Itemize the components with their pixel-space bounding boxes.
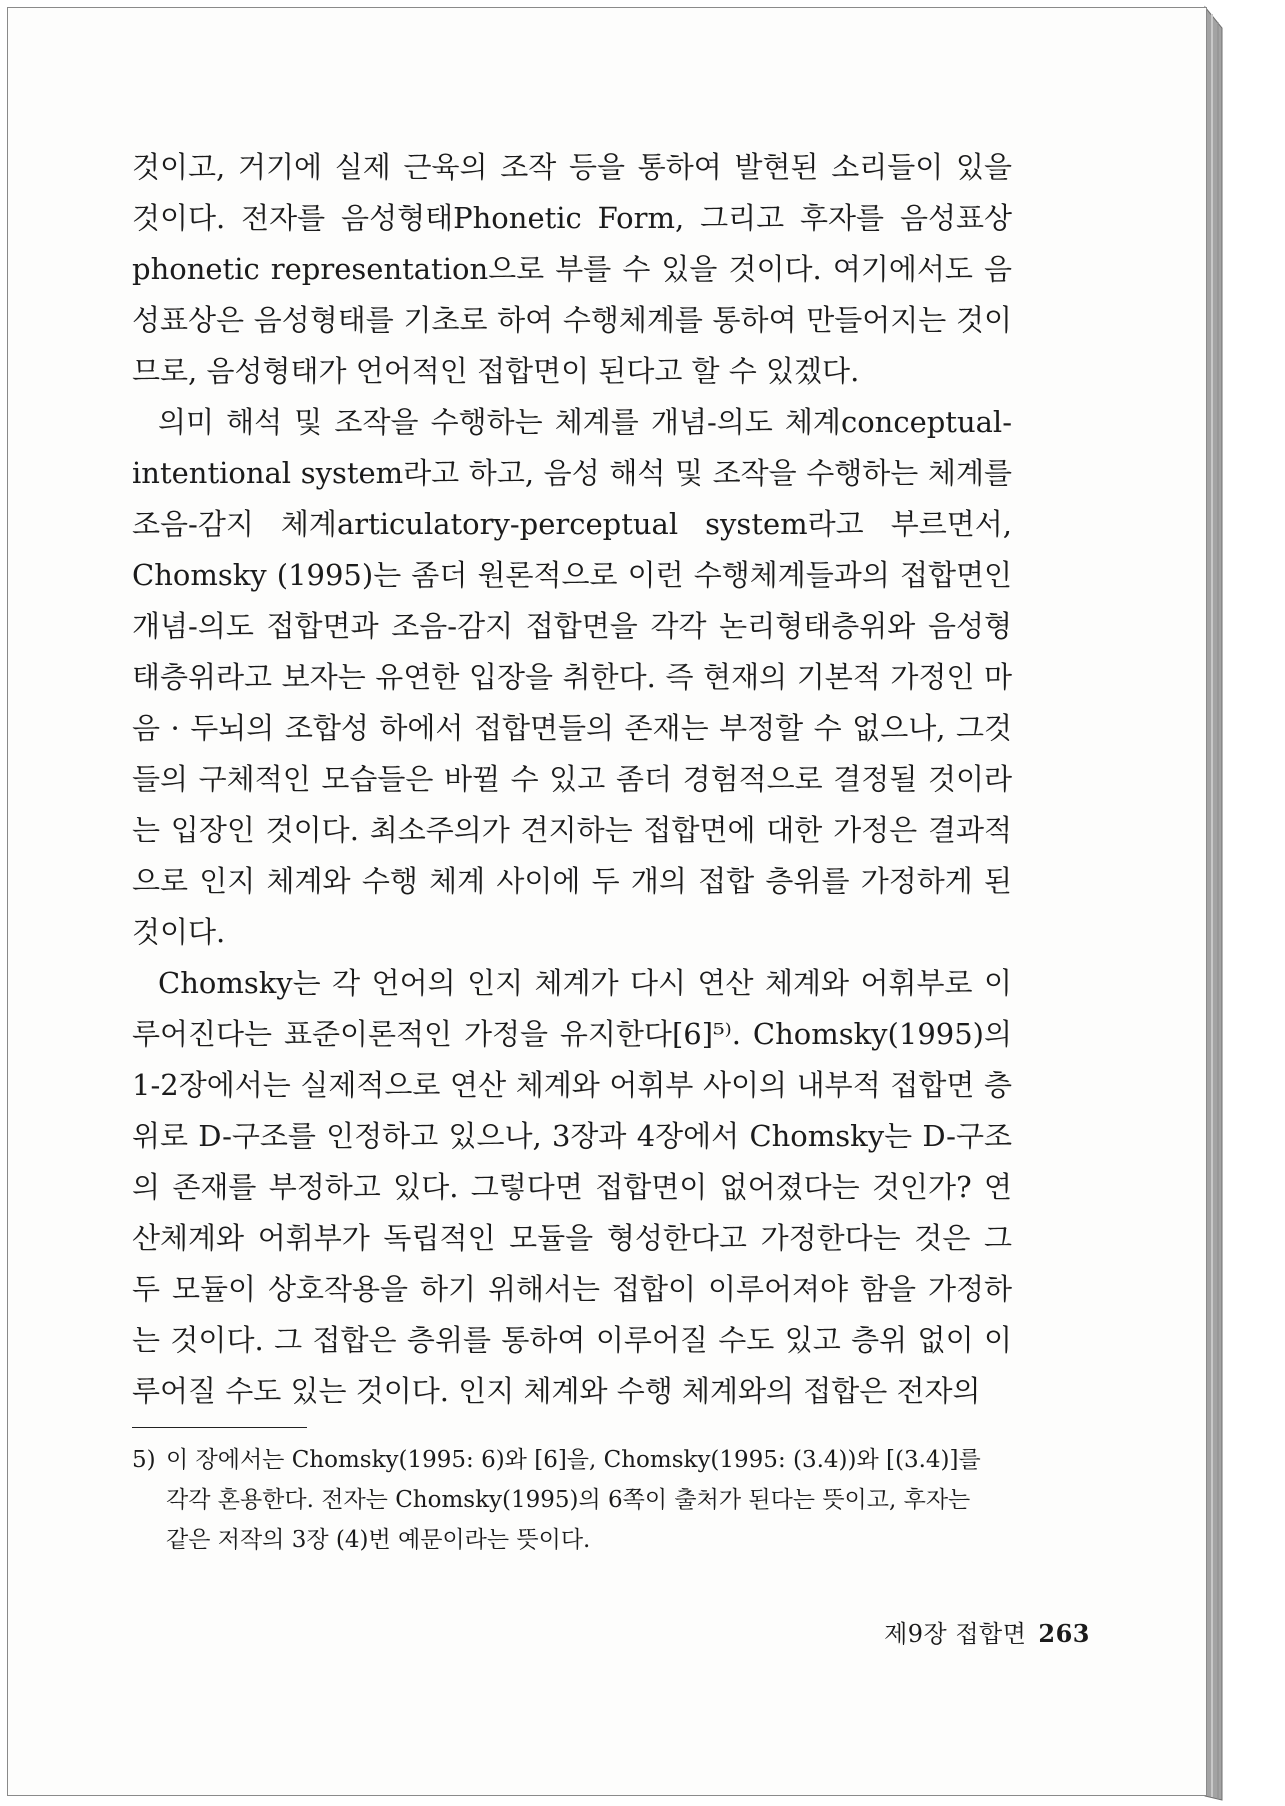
running-footer [884, 1614, 1090, 1649]
footnote-divider [132, 1427, 307, 1428]
footnote [132, 1440, 1012, 1560]
paragraph-3: Chomsky는 각 언어의 인지 체계가 다시 연산 체계와 어휘부로 이루어진다는 표준이론적인 가정을 유지한다[6]⁵⁾. Chomsky(1995)의 1-2장에서는 실제적으로 연산 체계와 어휘부 사이의 내부적 접합면 층위로 D-구조를 인정하고 있으나, 3장과 4장에서 Chomsky는 D-구조의 존재를 부정하고 있다. 그렇다면 접합면이 없어졌다는 것인가? 연산체계와 어휘부가 독립적인 모듈을 형성한다고 가정한다는 것은 그 두 모듈이 상호작용을 하기 위해서는 접합이 이루어져야 함을 가정하는 것이다. 그 접합은 층위를 통하여 이루어질 수도 있고 층위 없이 이루어질 수도 있는 것이다. 인지 체계와 수행 체계와의 접합은 전자의 [132, 966, 1012, 1408]
footnote-text-line-2: 각각 혼용한다. 전자는 Chomsky(1995)의 6쪽이 출처가 된다는 뜻이고, 후자는 [166, 1487, 971, 1513]
footnote-text-line-3: 같은 저작의 3장 (4)번 예문이라는 뜻이다. [166, 1527, 591, 1553]
page-number: 263 [1038, 1619, 1090, 1648]
page-edge-shade [1205, 7, 1222, 1800]
paragraph-1: 것이고, 거기에 실제 근육의 조작 등을 통하여 발현된 소리들이 있을 것이다. 전자를 음성형태Phonetic Form, 그리고 후자를 음성표상phonetic representation으로 부를 수 있을 것이다. 여기에서도 음성표상은 음성형태를 기초로 하여 수행체계를 통하여 만들어지는 것이므로, 음성형태가 언어적인 접합면이 된다고 할 수 있겠다. [132, 150, 1012, 388]
chapter-title: 제9장 접합면 [884, 1620, 1027, 1648]
body-text [132, 142, 1012, 1417]
footnote-number: 5) [132, 1447, 156, 1473]
footnote-text-line-1: 이 장에서는 Chomsky(1995: 6)와 [6]을, Chomsky(1995: (3.4))와 [(3.4)]를 [166, 1447, 981, 1473]
footnote-first-line [132, 1440, 1012, 1480]
paragraph-2: 의미 해석 및 조작을 수행하는 체계를 개념-의도 체계conceptual-intentional system라고 하고, 음성 해석 및 조작을 수행하는 체계를 조음-감지 체계articulatory-perceptual system라고 부르면서, Chomsky (1995)는 좀더 원론적으로 이런 수행체계들과의 접합면인 개념-의도 접합면과 조음-감지 접합면을 각각 논리형태층위와 음성형태층위라고 보자는 유연한 입장을 취한다. 즉 현재의 기본적 가정인 마음 · 두뇌의 조합성 하에서 접합면들의 존재는 부정할 수 없으나, 그것들의 구체적인 모습들은 바뀔 수 있고 좀더 경험적으로 결정될 것이라는 입장인 것이다. 최소주의가 견지하는 접합면에 대한 가정은 결과적으로 인지 체계와 수행 체계 사이에 두 개의 접합 층위를 가정하게 된 것이다. [132, 405, 1012, 949]
